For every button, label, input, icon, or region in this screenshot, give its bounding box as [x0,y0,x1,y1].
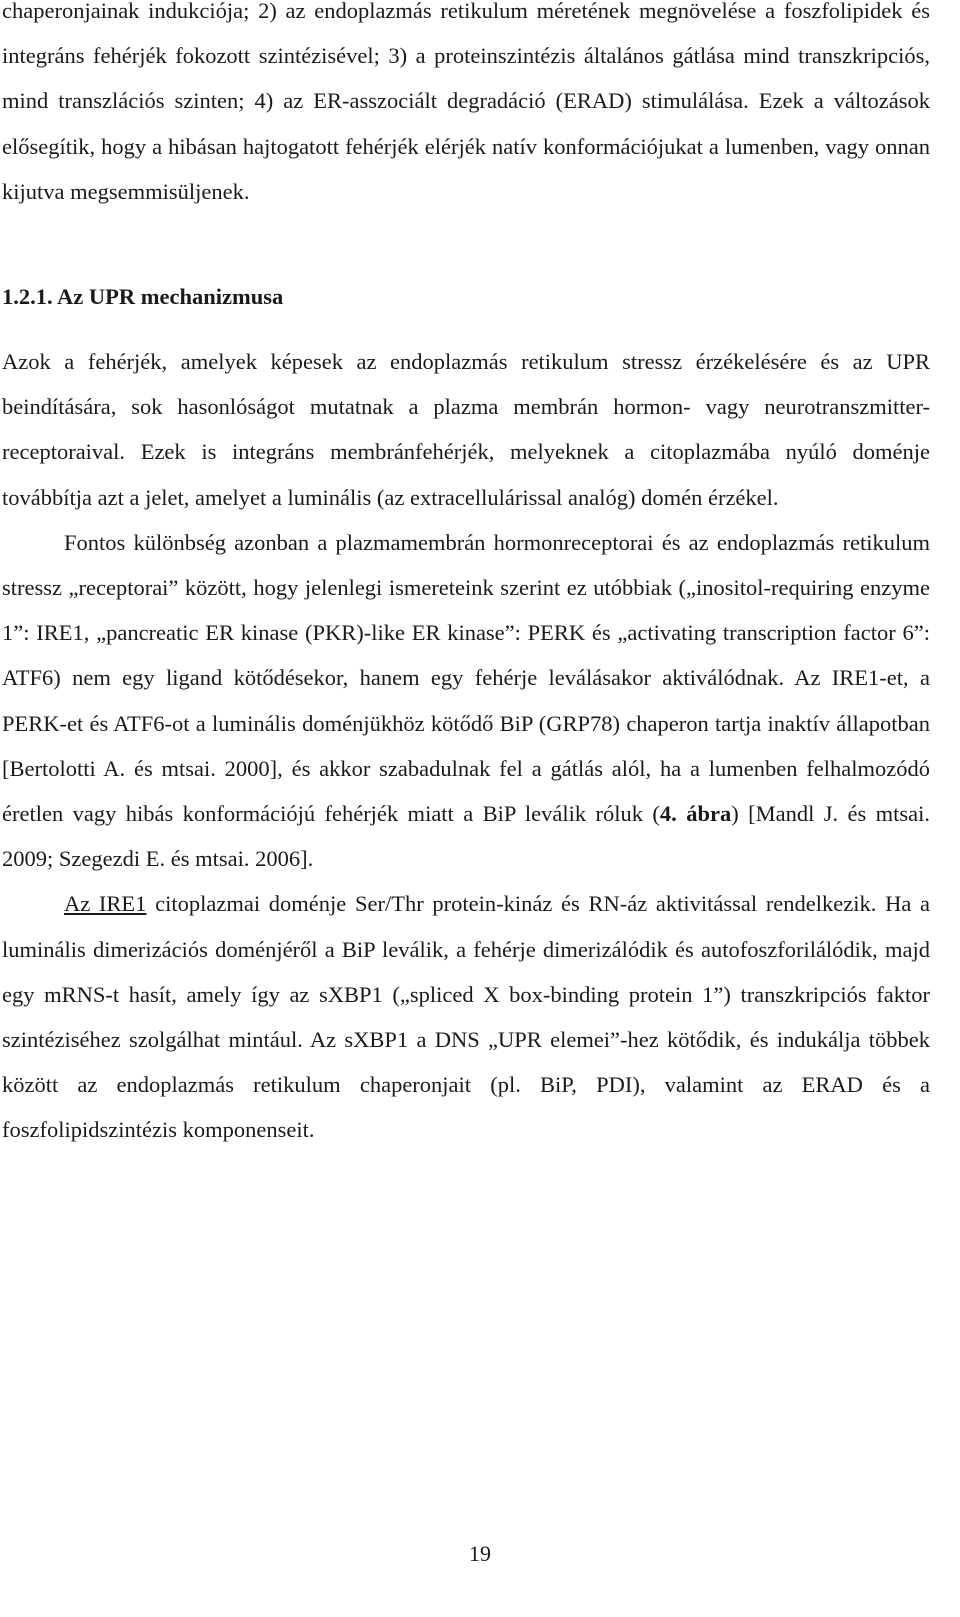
paragraph-text: Fontos különbség azonban a plazmamembrán hormonreceptorai és az endoplazmás retikulum stressz „receptorai” között, hogy jelenlegi ismereteink szerint ez utóbbiak („inositol-requiring enzyme 1”: IRE1, „pancreatic ER kinase (PKR)-like ER kinase”: PERK és „activating transcription factor 6”: ATF6) nem egy ligand kötődésekor, hanem egy fehérje leválásakor aktiválódnak. Az IRE1-et, a PERK-et és ATF6-ot a luminális doménjükhöz kötődő BiP (GRP78) chaperon tartja inaktív állapotban [Bertolotti A. és mtsai. 2000], és akkor szabadulnak fel a gátlás alól, ha a lumenben felhalmozódó éretlen vagy hibás konformációjú fehérjék miatt a BiP leválik róluk ( [2,529,930,827]
paragraph-ire1 [2,881,930,1152]
figure-reference: 4. ábra [659,801,732,827]
underlined-term: Az IRE1 [64,891,147,917]
paragraph-receptor-differences [2,520,930,882]
intro-paragraph: chaperonjainak indukciója; 2) az endoplazmás retikulum méretének megnövelése a foszfolipidek és integráns fehérjék fokozott szintézisével; 3) a proteinszintézis általános gátlása mind transzkripciós, mind transzlációs szinten; 4) az ER-asszociált degradáció (ERAD) stimulálása. Ezek a változások elősegítik, hogy a hibásan hajtogatott fehérjék elérjék natív konformációjukat a lumenben, vagy onnan kijutva megsemmisüljenek. [2,0,930,204]
section-spacer [2,214,930,274]
paragraph-upr-receptors: Azok a fehérjék, amelyek képesek az endoplazmás retikulum stressz érzékelésére és az UPR beindítására, sok hasonlóságot mutatnak a plazma membrán hormon- vagy neurotranszmitter-receptoraival. Ezek is integráns membránfehérjék, melyeknek a citoplazmába nyúló doménje továbbítja azt a jelet, amelyet a luminális (az extracellulárissal analóg) domén érzékel. [2,349,930,510]
paragraph-text: ) [Mandl J. és mtsai. 2009; Szegezdi E. és mtsai. 2006]. [2,801,931,872]
section-heading: 1.2.1. Az UPR mechanizmusa [2,284,284,310]
page-number: 19 [469,1541,491,1566]
document-body [2,0,930,1153]
paragraph-text: citoplazmai doménje Ser/Thr protein-kináz és RN-áz aktivitással rendelkezik. Ha a luminális dimerizációs doménjéről a BiP leválik, a fehérje dimerizálódik és autofoszforilálódik, majd egy mRNS-t hasít, amely így az sXBP1 („spliced X box-binding protein 1”) transzkripciós faktor szintéziséhez szolgálhat mintául. Az sXBP1 a DNS „UPR elemei”-hez kötődik, és indukálja többek között az endoplazmás retikulum chaperonjait (pl. BiP, PDI), valamint az ERAD és a foszfolipidszintézis komponenseit. [2,891,931,1143]
heading-spacer [2,319,930,339]
